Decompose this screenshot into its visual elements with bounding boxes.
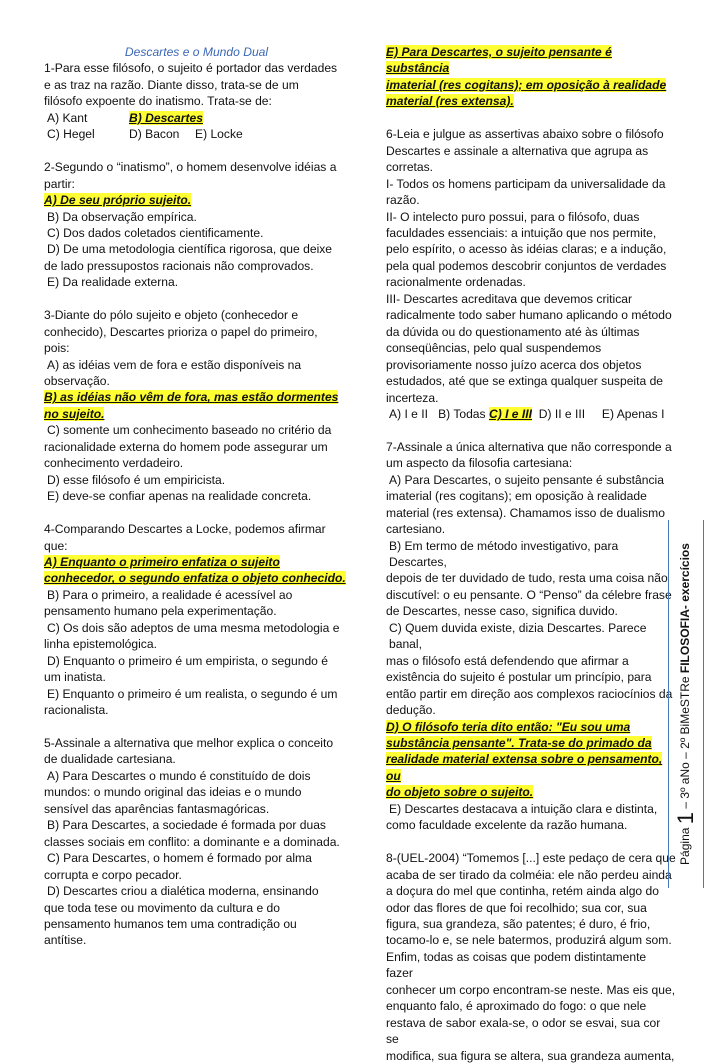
sidebar-text	[673, 543, 699, 865]
option-c-answer: C) I e III	[488, 406, 532, 421]
question-5-line: de dualidade cartesiana.	[44, 752, 176, 767]
question-5-option: A) Para Descartes o mundo é constituído de dois	[47, 768, 311, 783]
page-label: Página	[678, 827, 693, 865]
question-8-line: tocamo-lo e, se nele batermos, produzirá algum som.	[386, 933, 672, 948]
question-3-option: A) as idéias vem de fora e estão disponíveis na	[47, 357, 302, 372]
question-5-line: 5-Assinale a alternativa que melhor explica o conceito	[44, 735, 334, 750]
question-6-line: Descartes e assinale a alternativa que agrupa as	[386, 143, 649, 158]
question-6-assertion: III- Descartes acreditava que devemos criticar	[386, 291, 633, 306]
question-7-option: de Descartes, nesse caso, significa duvido.	[386, 604, 618, 619]
question-1-line: e as traz na razão. Diante disso, trata-se de um	[44, 77, 299, 92]
question-7-option-d-answer: D) O filósofo teria dito então: "Eu sou uma	[386, 719, 631, 734]
question-6-assertion: estudados, até que se extinga qualquer suspeita de	[386, 374, 664, 389]
question-7-option: E) Descartes destacava a intuição clara e distinta,	[389, 801, 658, 816]
question-7-option: depois de ter duvidado de tudo, resta uma coisa não	[386, 571, 668, 586]
question-7-line: um aspecto da filosofia cartesiana:	[386, 456, 573, 471]
question-2-option: B) Da observação empírica.	[47, 209, 197, 224]
question-7-line: 7-Assinale a única alternativa que não corresponde a	[386, 439, 672, 454]
question-7-option: material (res extensa). Chamamos isso de dualismo	[386, 505, 665, 520]
option-c: C) Hegel	[47, 127, 95, 142]
question-3-line: conhecido), Descartes prioriza o papel do primeiro,	[44, 324, 318, 339]
question-6-assertion: incerteza.	[386, 390, 439, 405]
question-6-assertion: radicalmente todo saber humano aplicando o método	[386, 308, 672, 323]
page-number: 1	[673, 811, 698, 825]
question-3-line: pois:	[44, 341, 70, 356]
question-2-option: D) De uma metodologia científica rigorosa, que deixe	[47, 242, 333, 257]
question-3-line: 3-Diante do pólo sujeito e objeto (conhecedor e	[44, 308, 299, 323]
question-7-option: A) Para Descartes, o sujeito pensante é substância	[389, 472, 664, 487]
question-2-option: de lado pressupostos racionais não comprovados.	[44, 258, 314, 273]
question-8-line: figura, sua grandeza, são patentes; é duro, é frio,	[386, 916, 651, 931]
question-7-option-d-answer: realidade material extensa sobre o pensamento, ou	[386, 752, 663, 783]
question-4-option: linha epistemológica.	[44, 637, 157, 652]
option-b-answer: B) Descartes	[129, 110, 203, 125]
question-7-option: existência do sujeito é postular um princípio, para	[386, 670, 652, 685]
question-6-assertion: pelo espírito, o acesso às idéias claras; e a indução,	[386, 242, 667, 257]
question-6-assertion: razão.	[386, 193, 420, 208]
question-8-line: 8-(UEL-2004) “Tomemos [...] este pedaço de cera que	[386, 851, 676, 866]
question-4-option: racionalista.	[44, 703, 109, 718]
question-5-option: sensível das aparências fantasmagóricas.	[44, 801, 270, 816]
question-7-option-d-answer: substância pensante". Trata-se do primado da	[386, 736, 652, 750]
question-5-option: D) Descartes criou a dialética moderna, ensinando	[47, 884, 319, 899]
question-5-option: antítise.	[44, 933, 87, 948]
question-5-option-e-answer: material (res extensa).	[386, 94, 514, 109]
option-a: A) I e II	[389, 406, 428, 421]
question-4-option: C) Os dois são adeptos de uma mesma metodologia e	[47, 620, 340, 635]
question-6-assertion: I- Todos os homens participam da universalidade da	[386, 176, 666, 191]
question-7-option: mas o filósofo está defendendo que afirmar a	[386, 653, 629, 668]
question-1-options-row	[44, 110, 349, 126]
question-8-line: odor das flores de que foi recolhido; sua cor, sua	[386, 900, 647, 915]
question-4-option: pensamento humano pela experimentação.	[44, 604, 277, 619]
question-8-line: modifica, sua figura se altera, sua grandeza aumenta,	[386, 1048, 675, 1063]
question-3-option: D) esse filósofo é um empiricista.	[47, 472, 226, 487]
question-3-option: racionalidade externa do homem pode assegurar um	[44, 439, 328, 454]
question-6-line: 6-Leia e julgue as assertivas abaixo sobre o filósofo	[386, 127, 664, 142]
question-4-option-a-answer: A) Enquanto o primeiro enfatiza o sujeito	[44, 555, 280, 569]
question-8-line: a doçura do mel que continha, retém ainda algo do	[386, 884, 659, 899]
option-e: E) Locke	[195, 127, 243, 142]
question-4-option: D) Enquanto o primeiro é um empirista, o segundo é	[47, 653, 328, 668]
option-a: A) Kant	[47, 110, 88, 125]
question-7-option-d-answer: do objeto sobre o sujeito.	[386, 785, 534, 800]
question-4-option-a-answer: conhecedor, o segundo enfatiza o objeto conhecido.	[44, 571, 346, 586]
grade-label: 3º aNo – 2º BiMeSTRe	[678, 676, 693, 799]
question-7-option: B) Em termo de método investigativo, para Descartes,	[389, 538, 619, 570]
left-column	[44, 44, 349, 949]
question-6-assertion: II- O intelecto puro possui, para o filósofo, duas	[386, 209, 640, 224]
question-8-line: restava de sabor exala-se, o odor se esvai, sua cor se	[386, 1015, 661, 1047]
question-7-option: dedução.	[386, 703, 436, 718]
question-7-option: discutível: o eu pensante. O “Penso” da célebre frase	[386, 587, 672, 602]
option-b: B) Todas	[438, 406, 486, 421]
question-4-line: 4-Comparando Descartes a Locke, podemos afirmar	[44, 522, 326, 537]
question-4-line: que:	[44, 538, 68, 553]
option-e: E) Apenas I	[601, 406, 665, 421]
question-6-assertion: conseqüências, pelo qual suspendemos	[386, 341, 602, 356]
question-4-option: E) Enquanto o primeiro é um realista, o segundo é um	[47, 686, 338, 701]
subject-label: FILOSOFIA- exercícios	[678, 543, 693, 674]
question-7-option: então partir em direção aos complexos raciocínios da	[386, 686, 673, 701]
question-6-assertion: provisoriamente nosso juízo acerca dos objetos	[386, 357, 642, 372]
question-3-option: conhecimento verdadeiro.	[44, 456, 184, 471]
question-4-option: B) Para o primeiro, a realidade é acessível ao	[47, 587, 293, 602]
question-7-option: cartesiano.	[386, 522, 446, 537]
option-d: D) Bacon	[129, 127, 180, 142]
document-title: Descartes e o Mundo Dual	[124, 45, 269, 59]
question-5-option: B) Para Descartes, a sociedade é formada por duas	[47, 818, 326, 833]
question-8-line: Enfim, todas as coisas que podem distintamente fazer	[386, 949, 647, 981]
question-6-assertion: faculdades essenciais: a intuição que nos permite,	[386, 225, 657, 240]
question-4-option: um inatista.	[44, 670, 106, 685]
question-1-options-row	[44, 126, 349, 142]
question-1-line: filósofo expoente do inatismo. Trata-se de:	[44, 94, 272, 109]
question-2-option: C) Dos dados coletados cientificamente.	[47, 225, 264, 240]
question-5-option: que toda tese ou movimento da cultura e do	[44, 900, 280, 915]
question-5-option: mundos: o mundo original das ideias e o mundo	[44, 785, 302, 800]
question-7-option: imaterial (res cogitans); em oposição à realidade	[386, 489, 647, 504]
question-5-option: C) Para Descartes, o homem é formado por alma	[47, 851, 312, 866]
question-3-option: observação.	[44, 374, 110, 389]
question-2-option-a-answer: A) De seu próprio sujeito.	[44, 193, 192, 208]
question-3-option-b-answer: B) as idéias não vêm de fora, mas estão dormentes	[44, 390, 339, 405]
question-3-option: C) somente um conhecimento baseado no critério da	[47, 423, 332, 438]
right-column	[386, 44, 676, 1064]
question-6-options-row	[386, 406, 676, 422]
question-5-option: classes sociais em conflito: a dominante e a dominada.	[44, 834, 340, 849]
question-8-line: acaba de ser tirado da colméia: ele não perdeu ainda	[386, 867, 672, 882]
question-2-line: 2-Segundo o “inatismo”, o homem desenvolve idéias a	[44, 160, 337, 175]
question-7-option: C) Quem duvida existe, dizia Descartes. Parece banal,	[389, 620, 647, 652]
question-5-option: pensamento humanos tem uma contradição ou	[44, 916, 297, 931]
option-d: D) II e III	[538, 406, 586, 421]
question-5-option-e-answer: imaterial (res cogitans); em oposição à realidade	[386, 77, 667, 92]
question-1-line: 1-Para esse filósofo, o sujeito é portador das verdades	[44, 61, 338, 76]
question-5-option: corrupta e corpo pecador.	[44, 867, 182, 882]
question-6-line: corretas.	[386, 160, 434, 175]
question-2-option: E) Da realidade externa.	[47, 275, 179, 290]
question-6-assertion: da dúvida ou do questionamento até às últimas	[386, 324, 640, 339]
question-2-line: partir:	[44, 176, 75, 191]
page-footer-sidebar	[668, 520, 704, 888]
question-8-line: conhecer um corpo encontram-se neste. Mas eis que,	[386, 982, 676, 997]
question-6-assertion: pela qual podemos descobrir conjuntos de verdades	[386, 258, 667, 273]
question-3-option: E) deve-se confiar apenas na realidade concreta.	[47, 489, 312, 504]
separator: –	[678, 801, 693, 809]
question-3-option-b-answer: no sujeito.	[44, 406, 105, 421]
question-7-option: como faculdade excelente da razão humana.	[386, 818, 628, 833]
question-8-line: enquanto falo, é aproximado do fogo: o que nele	[386, 999, 647, 1014]
question-5-option-e-answer: E) Para Descartes, o sujeito pensante é substância	[386, 45, 612, 76]
question-6-assertion: racionalmente ordenadas.	[386, 275, 526, 290]
